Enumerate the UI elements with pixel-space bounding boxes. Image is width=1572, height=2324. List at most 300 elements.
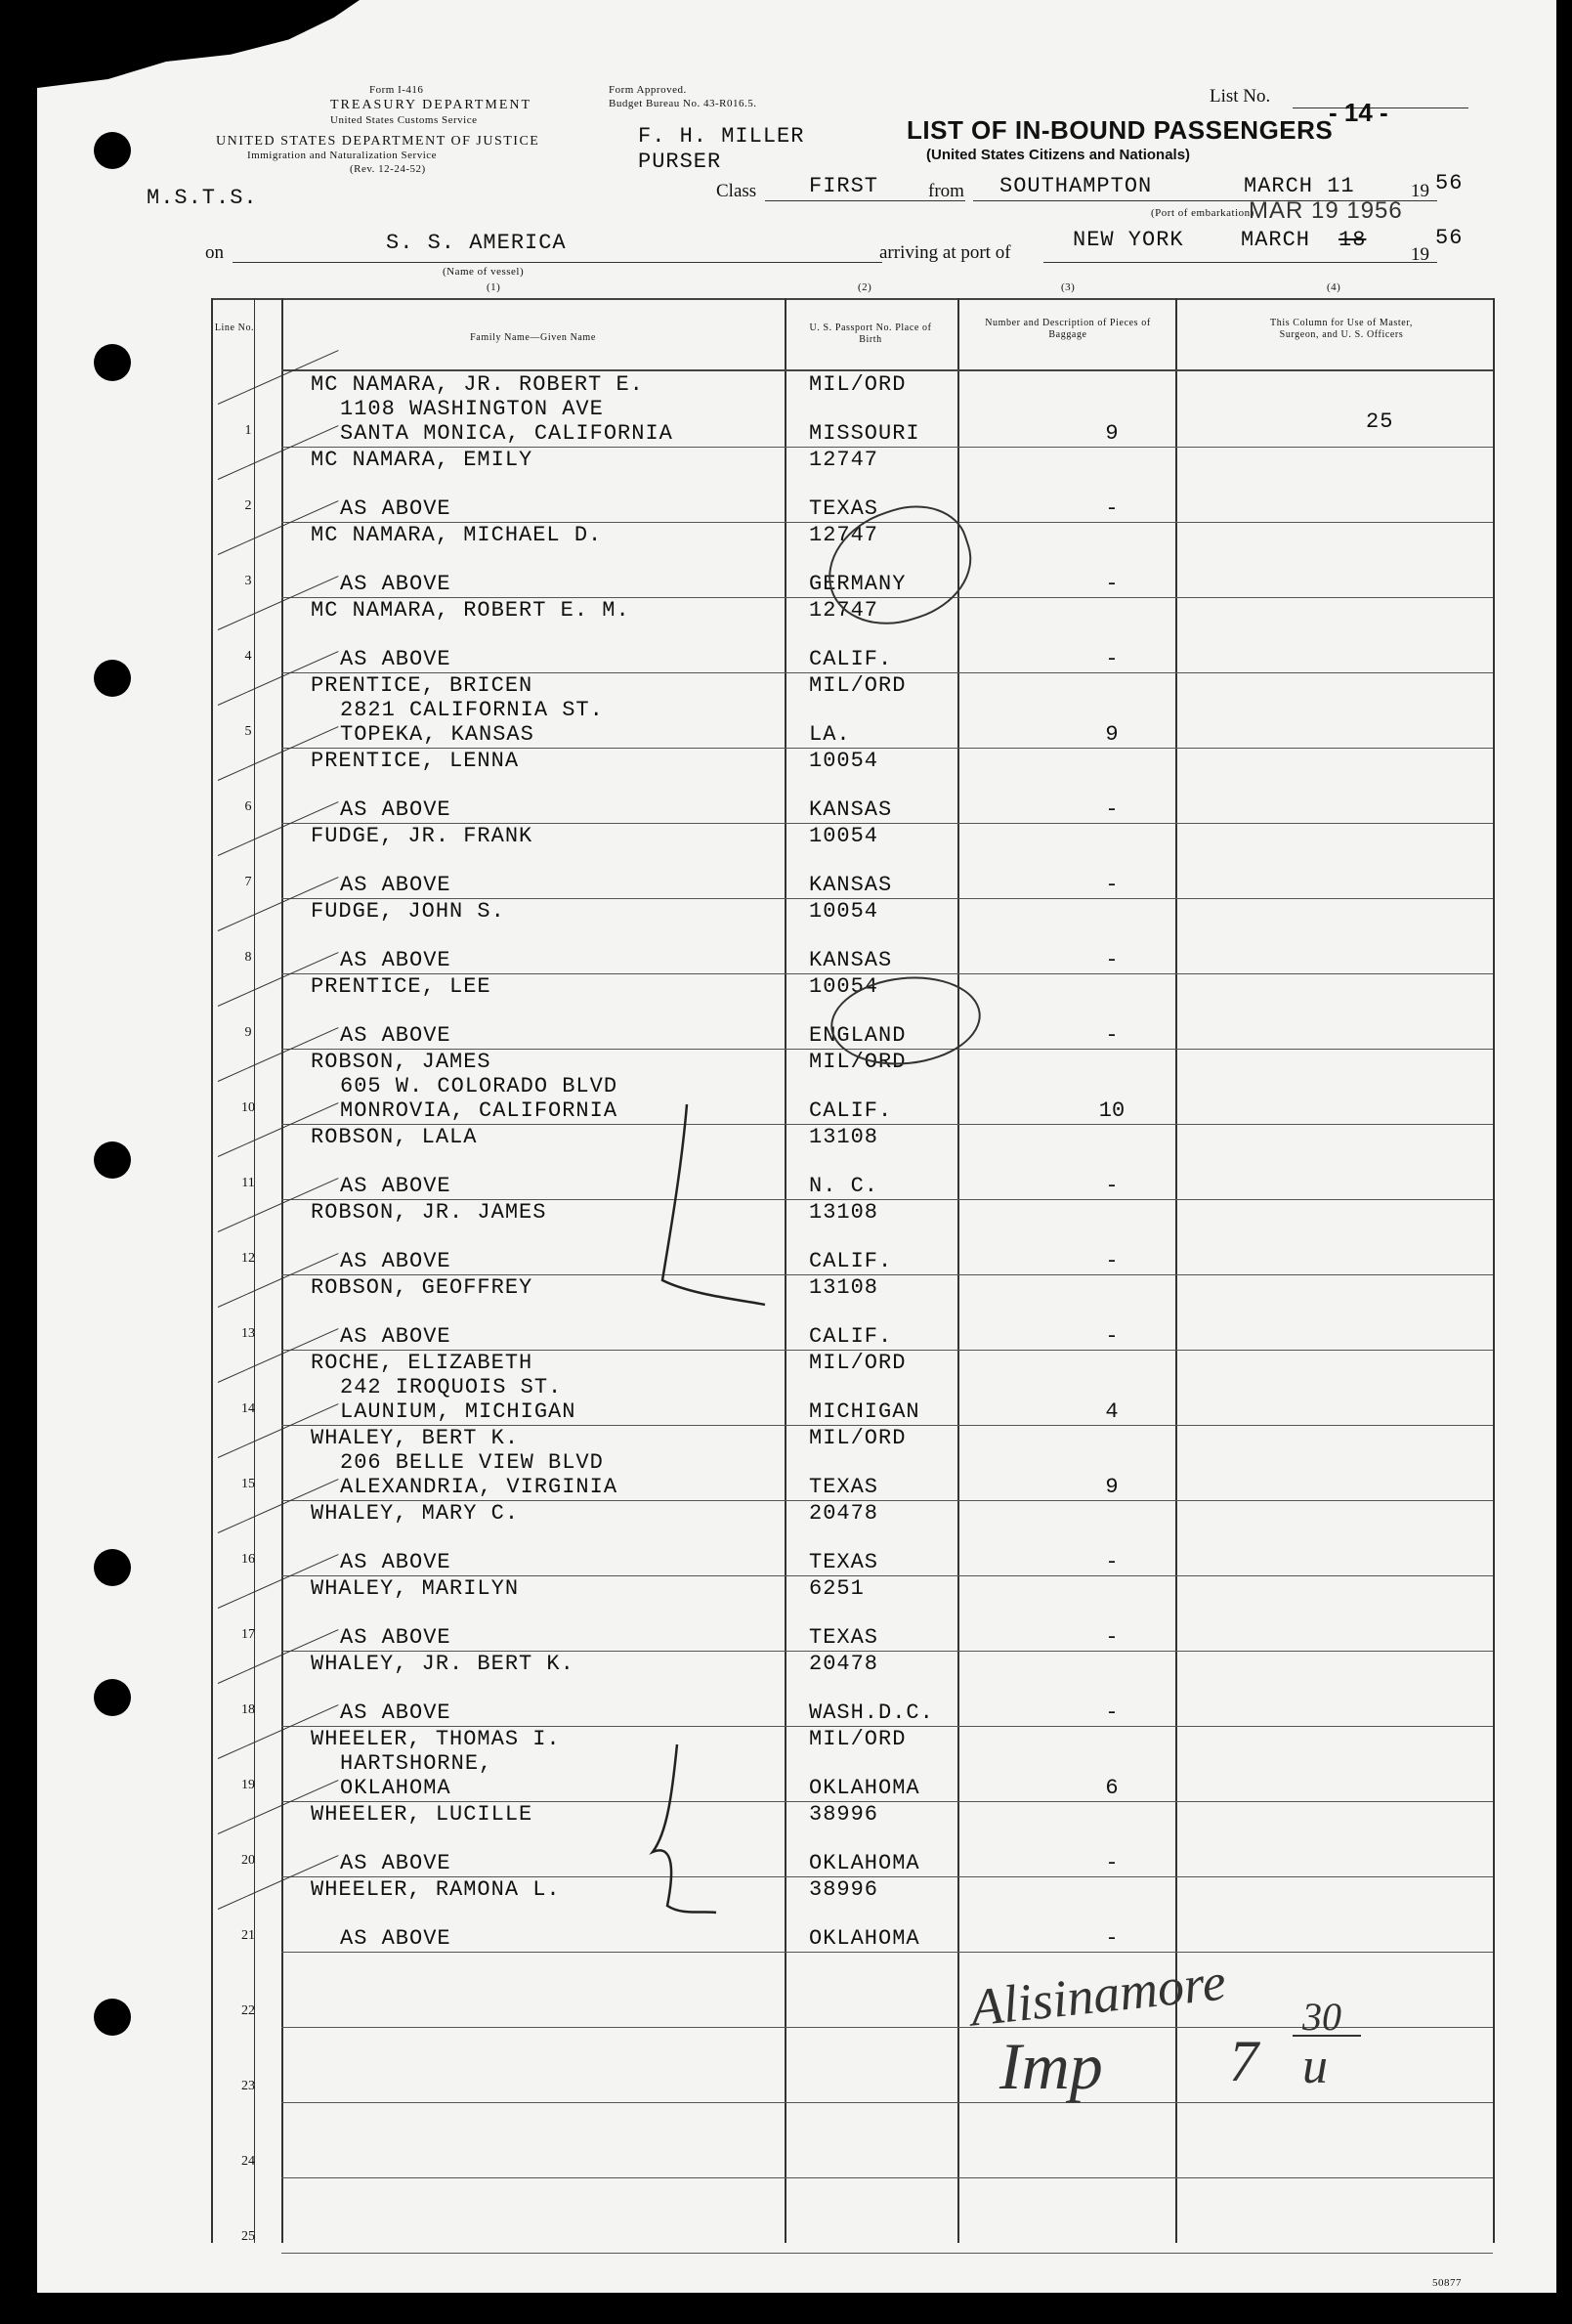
passenger-address: [311, 1300, 532, 1324]
passenger-name: WHEELER, RAMONA L.: [311, 1877, 561, 1902]
embark-year: 56: [1435, 171, 1464, 195]
baggage-count: 9: [1105, 421, 1119, 446]
col-num-3: (3): [1061, 281, 1076, 293]
passenger-name: [311, 2178, 340, 2203]
passport-number: 10054: [809, 749, 879, 773]
passenger-city: AS ABOVE: [340, 873, 451, 897]
row-divider: [281, 2253, 1493, 2254]
passport-cell: [809, 1275, 892, 1349]
baggage-count: 10: [1098, 1098, 1126, 1123]
footer-code: 50877: [1432, 2277, 1462, 2289]
passenger-address: 605 W. COLORADO BLVD: [340, 1074, 618, 1098]
table-row: [37, 2103, 1556, 2178]
baggage-count: 9: [1105, 722, 1119, 747]
passenger-address: [311, 547, 602, 572]
place-of-birth: CALIF.: [809, 647, 893, 671]
passport-cell: [809, 1426, 906, 1499]
passport-extra: [809, 773, 892, 797]
line-number: 11: [241, 1176, 255, 1190]
place-of-birth: OKLAHOMA: [809, 1776, 920, 1800]
passport-extra: [809, 848, 892, 873]
passport-number: MIL/ORD: [809, 1727, 907, 1751]
line-number: 10: [241, 1100, 255, 1115]
passenger-city: MONROVIA, CALIFORNIA: [340, 1098, 618, 1123]
passenger-name-cell: [311, 1727, 561, 1800]
passport-number: MIL/ORD: [809, 1426, 907, 1450]
header-officers: This Column for Use of Master, Surgeon, and U. S. Officers: [1270, 318, 1413, 340]
arrival-date: MARCH: [1241, 228, 1311, 252]
passport-number: 12747: [809, 523, 879, 547]
passport-number: 10054: [809, 974, 879, 999]
baggage-count: -: [1105, 1926, 1119, 1951]
fraction-bar: [1293, 2035, 1361, 2037]
passenger-name-cell: [311, 1953, 340, 2026]
passenger-name: PRENTICE, LEE: [311, 974, 491, 999]
passenger-name-cell: [311, 2028, 340, 2101]
passport-extra: [809, 1751, 920, 1776]
passenger-city: AS ABOVE: [340, 496, 451, 521]
punch-hole: [94, 132, 131, 169]
passenger-name-cell: [311, 974, 491, 1048]
passenger-name: ROBSON, JAMES: [311, 1050, 491, 1074]
passport-number: MIL/ORD: [809, 372, 907, 397]
passport-number: 12747: [809, 448, 879, 472]
line-number: 22: [241, 2003, 255, 2018]
header-passport: U. S. Passport No. Place of Birth: [809, 323, 932, 345]
passport-cell: [809, 1501, 878, 1574]
passenger-address: [311, 623, 630, 647]
passenger-address: [311, 848, 532, 873]
passenger-address: [311, 1601, 519, 1625]
form-approved: Form Approved.: [609, 84, 687, 96]
port-embarkation: SOUTHAMPTON: [999, 174, 1153, 198]
passport-extra: [809, 1902, 920, 1926]
line-number: 6: [244, 799, 252, 814]
passport-number: 20478: [809, 1652, 879, 1676]
line-number: 12: [241, 1251, 255, 1266]
passport-extra: [809, 1300, 892, 1324]
passenger-name: WHEELER, THOMAS I.: [311, 1727, 561, 1751]
passport-cell: [809, 824, 892, 897]
passport-cell: [809, 1652, 934, 1725]
passenger-name: PRENTICE, LENNA: [311, 749, 520, 773]
embark-caption: (Port of embarkation): [1151, 207, 1254, 219]
passport-cell: [809, 1576, 878, 1650]
ink-bracket-mark: [638, 1735, 726, 1920]
baggage-count: -: [1105, 572, 1119, 596]
passenger-city: AS ABOVE: [340, 797, 451, 822]
place-of-birth: TEXAS: [809, 1625, 879, 1650]
passenger-address: [311, 1526, 519, 1550]
passenger-name: MC NAMARA, MICHAEL D.: [311, 523, 603, 547]
passport-number: 20478: [809, 1501, 879, 1526]
passenger-address: [311, 1149, 477, 1174]
baggage-count: -: [1105, 647, 1119, 671]
form-number: Form I-416: [369, 84, 424, 96]
passport-extra: [809, 924, 892, 948]
embark-date: MARCH 11: [1244, 174, 1355, 198]
officer-note: 25: [1366, 409, 1394, 434]
arrival-port: NEW YORK: [1073, 228, 1184, 252]
place-of-birth: WASH.D.C.: [809, 1700, 934, 1725]
table-row: [37, 372, 1556, 448]
table-row: [37, 1727, 1556, 1802]
passenger-name: ROBSON, JR. JAMES: [311, 1200, 547, 1225]
on-label: on: [205, 242, 224, 263]
passenger-address: [311, 773, 519, 797]
line-number: 1: [244, 423, 252, 438]
passenger-name-cell: [311, 598, 630, 671]
passenger-address: 206 BELLE VIEW BLVD: [340, 1450, 604, 1475]
passport-cell: [809, 1877, 920, 1951]
passenger-city: AS ABOVE: [340, 1851, 451, 1875]
passenger-city: LAUNIUM, MICHIGAN: [340, 1399, 576, 1424]
passenger-name-cell: [311, 1576, 519, 1650]
place-of-birth: GERMANY: [809, 572, 907, 596]
line-number: 19: [241, 1778, 255, 1792]
passport-number: 10054: [809, 899, 879, 924]
passenger-city: SANTA MONICA, CALIFORNIA: [340, 421, 673, 446]
baggage-count: -: [1105, 1550, 1119, 1574]
passenger-name: [311, 2103, 340, 2128]
table-row: [37, 2178, 1556, 2254]
table-row: [37, 1802, 1556, 1877]
passenger-name: ROCHE, ELIZABETH: [311, 1351, 533, 1375]
place-of-birth: ENGLAND: [809, 1023, 907, 1048]
table-row: [37, 523, 1556, 598]
vessel-caption: (Name of vessel): [443, 266, 525, 278]
passenger-name-cell: [311, 2178, 340, 2252]
table-top-border: [211, 298, 1493, 300]
vessel-line: [233, 262, 882, 263]
year-prefix-2: 19: [1411, 244, 1429, 265]
passenger-name: ROBSON, LALA: [311, 1125, 478, 1149]
passenger-city: AS ABOVE: [340, 1550, 451, 1574]
passenger-name-cell: [311, 1877, 561, 1951]
passport-cell: [809, 1351, 920, 1424]
passenger-name: [311, 2028, 340, 2052]
line-number: 4: [244, 649, 252, 664]
baggage-count: -: [1105, 797, 1119, 822]
passenger-address: [311, 1827, 532, 1851]
line-number: 15: [241, 1477, 255, 1491]
baggage-count: 9: [1105, 1475, 1119, 1499]
passenger-address: [311, 2203, 340, 2227]
passenger-city: AS ABOVE: [340, 1625, 451, 1650]
passport-number: MIL/ORD: [809, 1050, 907, 1074]
table-row: [37, 749, 1556, 824]
table-row: [37, 1877, 1556, 1953]
passenger-address: [311, 999, 491, 1023]
budget-bureau: Budget Bureau No. 43-R016.5.: [609, 98, 757, 109]
passenger-address: HARTSHORNE,: [340, 1751, 493, 1776]
header-line-no: Line No.: [214, 323, 255, 333]
passport-number: 13108: [809, 1275, 879, 1300]
revision: (Rev. 12-24-52): [350, 163, 426, 175]
class-label: Class: [716, 181, 757, 201]
line-number: 14: [241, 1401, 255, 1416]
passport-extra: [809, 1225, 892, 1249]
list-no: - 14 -: [1329, 98, 1388, 127]
passenger-name: MC NAMARA, ROBERT E. M.: [311, 598, 630, 623]
passenger-city: AS ABOVE: [340, 647, 451, 671]
line-number: 21: [241, 1928, 255, 1943]
col-num-1: (1): [487, 281, 501, 293]
passport-cell: [809, 1200, 892, 1273]
msts-label: M.S.T.S.: [147, 186, 258, 210]
passport-number: MIL/ORD: [809, 1351, 907, 1375]
passenger-name: WHALEY, MARILYN: [311, 1576, 520, 1601]
passenger-name-cell: [311, 1351, 575, 1424]
arrive-line: [1043, 262, 1437, 263]
passenger-address: 2821 CALIFORNIA ST.: [340, 698, 604, 722]
table-row: [37, 598, 1556, 673]
passport-number: 13108: [809, 1125, 879, 1149]
passport-extra: [809, 1450, 906, 1475]
baggage-count: -: [1105, 1174, 1119, 1198]
passport-cell: [809, 372, 920, 446]
table-row: [37, 673, 1556, 749]
passenger-city: AS ABOVE: [340, 1023, 451, 1048]
baggage-count: -: [1105, 1700, 1119, 1725]
place-of-birth: TEXAS: [809, 496, 879, 521]
passport-extra: [809, 397, 920, 421]
passenger-name: WHALEY, JR. BERT K.: [311, 1652, 574, 1676]
passenger-name-cell: [311, 372, 673, 446]
header-name: Family Name—Given Name: [470, 332, 596, 343]
justice-dept: UNITED STATES DEPARTMENT OF JUSTICE: [216, 134, 540, 149]
passenger-name: MC NAMARA, EMILY: [311, 448, 533, 472]
line-number: 2: [244, 498, 252, 513]
passenger-city: AS ABOVE: [340, 1249, 451, 1273]
table-row: [37, 1576, 1556, 1652]
torn-corner: [37, 0, 360, 88]
place-of-birth: MISSOURI: [809, 421, 920, 446]
passenger-city: OKLAHOMA: [340, 1776, 451, 1800]
table-row: [37, 1426, 1556, 1501]
passport-number: 6251: [809, 1576, 865, 1601]
manifest-page: [37, 0, 1556, 2293]
arrival-year: 56: [1435, 226, 1464, 250]
passport-cell: [809, 448, 878, 521]
from-label: from: [928, 181, 964, 201]
passport-cell: [809, 899, 892, 972]
passenger-city: ALEXANDRIA, VIRGINIA: [340, 1475, 618, 1499]
table-row: [37, 448, 1556, 523]
passenger-name: WHEELER, LUCILLE: [311, 1802, 533, 1827]
handwritten-signature: Alisinamore: [967, 1952, 1229, 2038]
table-row: [37, 1351, 1556, 1426]
purser-name: F. H. MILLER: [638, 124, 805, 149]
col-num-2: (2): [858, 281, 872, 293]
passport-number: 38996: [809, 1802, 879, 1827]
passenger-name-cell: [311, 1125, 477, 1198]
passenger-address: [311, 472, 532, 496]
passenger-city: [311, 2077, 340, 2101]
passenger-name-cell: [311, 1501, 519, 1574]
line-number: 8: [244, 950, 252, 965]
line-number: 17: [241, 1627, 255, 1642]
page-title: LIST OF IN-BOUND PASSENGERS: [907, 115, 1334, 145]
passport-number: 12747: [809, 598, 879, 623]
passport-number: MIL/ORD: [809, 673, 907, 698]
place-of-birth: OKLAHOMA: [809, 1851, 920, 1875]
place-of-birth: CALIF.: [809, 1098, 893, 1123]
table-row: [37, 1501, 1556, 1576]
passenger-name-cell: [311, 1200, 546, 1273]
handwritten-number: 30: [1302, 1995, 1341, 2039]
place-of-birth: KANSAS: [809, 873, 893, 897]
passenger-city: AS ABOVE: [340, 1174, 451, 1198]
line-number: 9: [244, 1025, 252, 1040]
passenger-name-cell: [311, 749, 519, 822]
line-number: 23: [241, 2079, 255, 2093]
date-stamp: MAR 19 1956: [1249, 197, 1403, 224]
baggage-count: 4: [1105, 1399, 1119, 1424]
line-number: 25: [241, 2229, 255, 2244]
passenger-city: TOPEKA, KANSAS: [340, 722, 534, 747]
class-value: FIRST: [809, 174, 879, 198]
passport-extra: [809, 623, 892, 647]
table-row: [37, 974, 1556, 1050]
passport-extra: [809, 698, 906, 722]
place-of-birth: LA.: [809, 722, 851, 747]
passenger-name: PRENTICE, BRICEN: [311, 673, 533, 698]
passenger-name: [311, 1953, 340, 1977]
passport-cell: [809, 749, 892, 822]
page-subtitle: (United States Citizens and Nationals): [926, 147, 1191, 163]
passenger-name-cell: [311, 899, 505, 972]
passport-extra: [809, 1074, 906, 1098]
passport-extra: [809, 1526, 878, 1550]
passenger-address: 242 IROQUOIS ST.: [340, 1375, 563, 1399]
passenger-city: AS ABOVE: [340, 572, 451, 596]
passenger-city: AS ABOVE: [340, 1324, 451, 1349]
passport-extra: [809, 472, 878, 496]
passenger-name: WHALEY, MARY C.: [311, 1501, 520, 1526]
place-of-birth: N. C.: [809, 1174, 879, 1198]
passenger-name-cell: [311, 1275, 532, 1349]
handwritten-initials: Imp: [999, 2029, 1103, 2103]
passport-extra: [809, 1601, 878, 1625]
passenger-name-cell: [311, 1802, 532, 1875]
col-num-4: (4): [1327, 281, 1341, 293]
handwritten-number: 7: [1229, 2029, 1258, 2093]
table-row: [37, 899, 1556, 974]
baggage-count: -: [1105, 1249, 1119, 1273]
place-of-birth: KANSAS: [809, 948, 893, 972]
passport-number: 10054: [809, 824, 879, 848]
line-number: 13: [241, 1326, 255, 1341]
passenger-name: WHALEY, BERT K.: [311, 1426, 520, 1450]
passenger-name-cell: [311, 1652, 574, 1725]
table-row: [37, 1125, 1556, 1200]
table-row: [37, 1275, 1556, 1351]
line-number: 24: [241, 2154, 255, 2169]
handwritten-number: u: [1302, 2039, 1328, 2094]
arriving-label: arriving at port of: [879, 242, 1011, 263]
baggage-count: -: [1105, 873, 1119, 897]
ins-service: Immigration and Naturalization Service: [247, 150, 438, 161]
passenger-address: [311, 2128, 340, 2152]
table-row: [37, 1050, 1556, 1125]
passport-cell: [809, 1727, 920, 1800]
line-number: 7: [244, 875, 252, 889]
passport-cell: [809, 1802, 920, 1875]
table-row: [37, 1652, 1556, 1727]
passenger-name-cell: [311, 673, 604, 747]
place-of-birth: TEXAS: [809, 1550, 879, 1574]
passenger-name-cell: [311, 824, 532, 897]
table-row: [37, 1200, 1556, 1275]
baggage-count: -: [1105, 1023, 1119, 1048]
place-of-birth: TEXAS: [809, 1475, 879, 1499]
list-no-label: List No.: [1210, 86, 1271, 107]
passenger-name: FUDGE, JOHN S.: [311, 899, 505, 924]
passenger-city: AS ABOVE: [340, 1700, 451, 1725]
place-of-birth: KANSAS: [809, 797, 893, 822]
baggage-count: -: [1105, 496, 1119, 521]
passenger-address: [311, 1676, 574, 1700]
line-number: 3: [244, 574, 252, 588]
baggage-count: 6: [1105, 1776, 1119, 1800]
passport-number: 38996: [809, 1877, 879, 1902]
place-of-birth: OKLAHOMA: [809, 1926, 920, 1951]
passenger-city: AS ABOVE: [340, 948, 451, 972]
passenger-name: ROBSON, GEOFFREY: [311, 1275, 533, 1300]
line-number: 18: [241, 1702, 255, 1717]
passenger-name-cell: [311, 2103, 340, 2176]
passenger-address: [311, 1977, 340, 2001]
passenger-name-cell: [311, 1426, 617, 1499]
treasury-dept: TREASURY DEPARTMENT: [330, 98, 532, 112]
passenger-name-cell: [311, 1050, 617, 1123]
vessel-name: S. S. AMERICA: [386, 231, 567, 255]
place-of-birth: CALIF.: [809, 1324, 893, 1349]
passenger-name: FUDGE, JR. FRANK: [311, 824, 533, 848]
passport-number: 13108: [809, 1200, 879, 1225]
line-number: 20: [241, 1853, 255, 1868]
passport-extra: [809, 1676, 934, 1700]
customs-service: United States Customs Service: [330, 114, 478, 126]
passenger-address: [311, 924, 505, 948]
baggage-count: -: [1105, 1851, 1119, 1875]
passport-extra: [809, 1827, 920, 1851]
passport-cell: [809, 673, 906, 747]
line-number: 5: [244, 724, 252, 739]
header-baggage: Number and Description of Pieces of Baggage: [985, 318, 1151, 340]
passport-extra: [809, 1375, 920, 1399]
purser-label: PURSER: [638, 150, 722, 174]
baggage-count: -: [1105, 948, 1119, 972]
passenger-city: [311, 2227, 340, 2252]
table-row: [37, 824, 1556, 899]
line-number: 16: [241, 1552, 255, 1567]
place-of-birth: MICHIGAN: [809, 1399, 920, 1424]
year-prefix-1: 19: [1411, 181, 1429, 201]
passenger-address: 1108 WASHINGTON AVE: [340, 397, 604, 421]
passenger-city: [311, 2001, 340, 2026]
ink-bracket-mark: [643, 1085, 780, 1319]
passenger-address: [311, 2052, 340, 2077]
passenger-name: MC NAMARA, JR. ROBERT E.: [311, 372, 644, 397]
passenger-name-cell: [311, 448, 532, 521]
passport-cell: [809, 1125, 878, 1198]
passenger-address: [311, 1902, 561, 1926]
header-bottom-border: [281, 369, 1493, 371]
passenger-city: AS ABOVE: [340, 1926, 451, 1951]
passport-extra: [809, 1149, 878, 1174]
